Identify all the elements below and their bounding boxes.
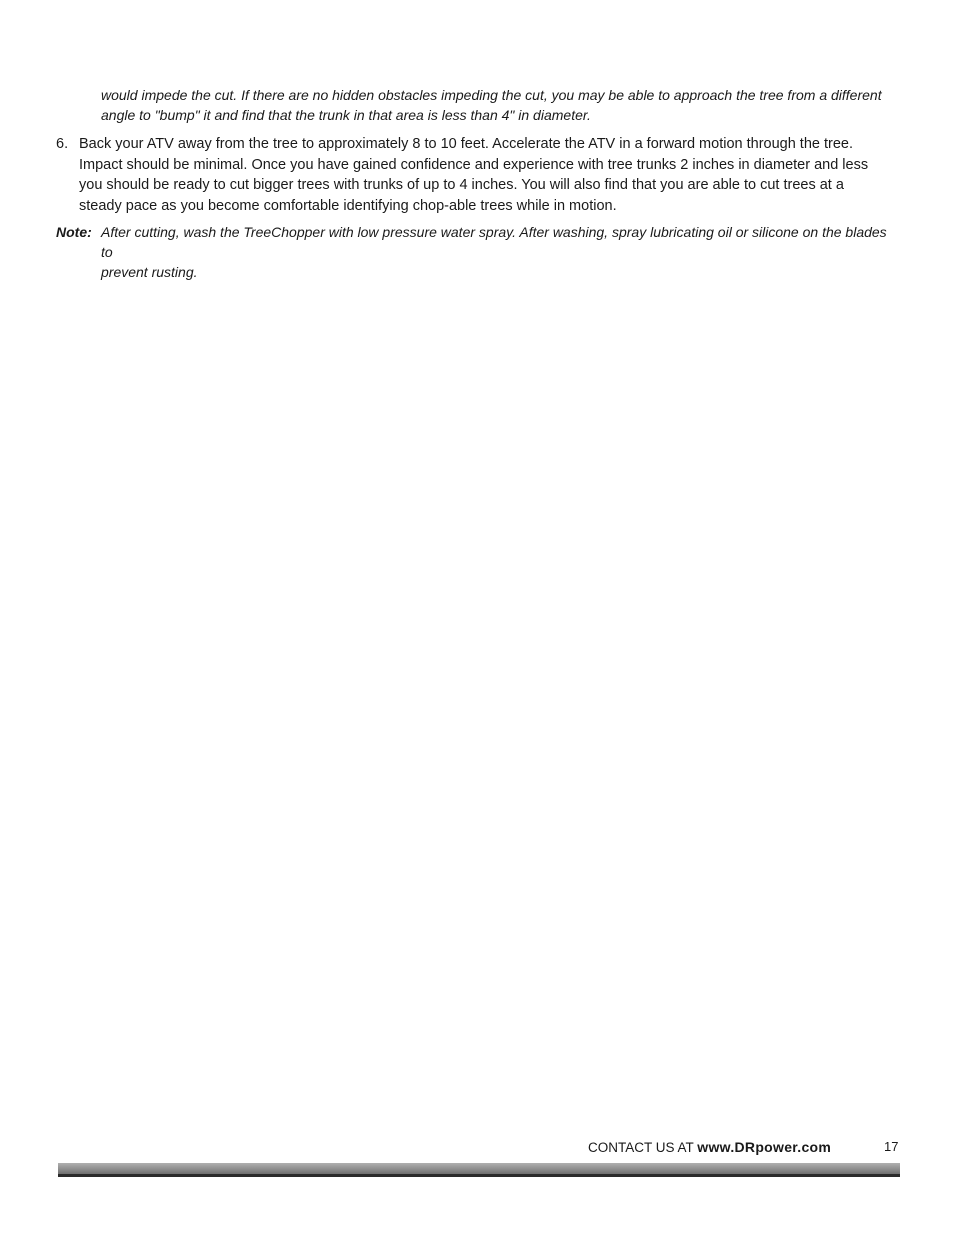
continued-paragraph-line-2: angle to "bump" it and find that the trunk in that area is less than 4" in diameter. [101, 107, 591, 123]
note-text [101, 222, 901, 282]
step-text-line-1: Back your ATV away from the tree to approximately 8 to 10 feet. Accelerate the ATV in a forward motion through the tree. [79, 136, 854, 152]
step-text [79, 134, 879, 216]
step-text-line-2: Impact should be minimal. Once you have gained confidence and experience with tree trunks 2 inches in diameter and less [79, 156, 869, 173]
note-block [56, 222, 906, 282]
footer-rule [58, 1163, 900, 1174]
step-text-line-4: steady pace as you become comfortable identifying chop-able trees while in motion. [79, 197, 617, 214]
continued-paragraph-line-1: would impede the cut. If there are no hidden obstacles impeding the cut, you may be able to approach the tree from a different [101, 87, 882, 103]
step-number: 6. [56, 136, 69, 152]
footer-rule-shadow [58, 1174, 900, 1177]
step-6 [56, 134, 906, 216]
note-label: Note: [56, 224, 92, 240]
page-number: 17 [884, 1139, 899, 1154]
continued-paragraph [101, 85, 901, 125]
footer-website-link[interactable]: www.DRpower.com [697, 1139, 832, 1155]
note-text-line-2: prevent rusting. [101, 264, 198, 280]
step-text-line-3: you should be ready to cut bigger trees with trunks of up to 4 inches. You will also find that you are able to cut trees at a [79, 177, 844, 193]
note-text-line-1: After cutting, wash the TreeChopper with low pressure water spray. After washing, spray lubricating oil or silicone on the blades to [101, 224, 887, 260]
footer-contact [588, 1137, 831, 1158]
footer-contact-prefix: CONTACT US AT [588, 1140, 698, 1155]
